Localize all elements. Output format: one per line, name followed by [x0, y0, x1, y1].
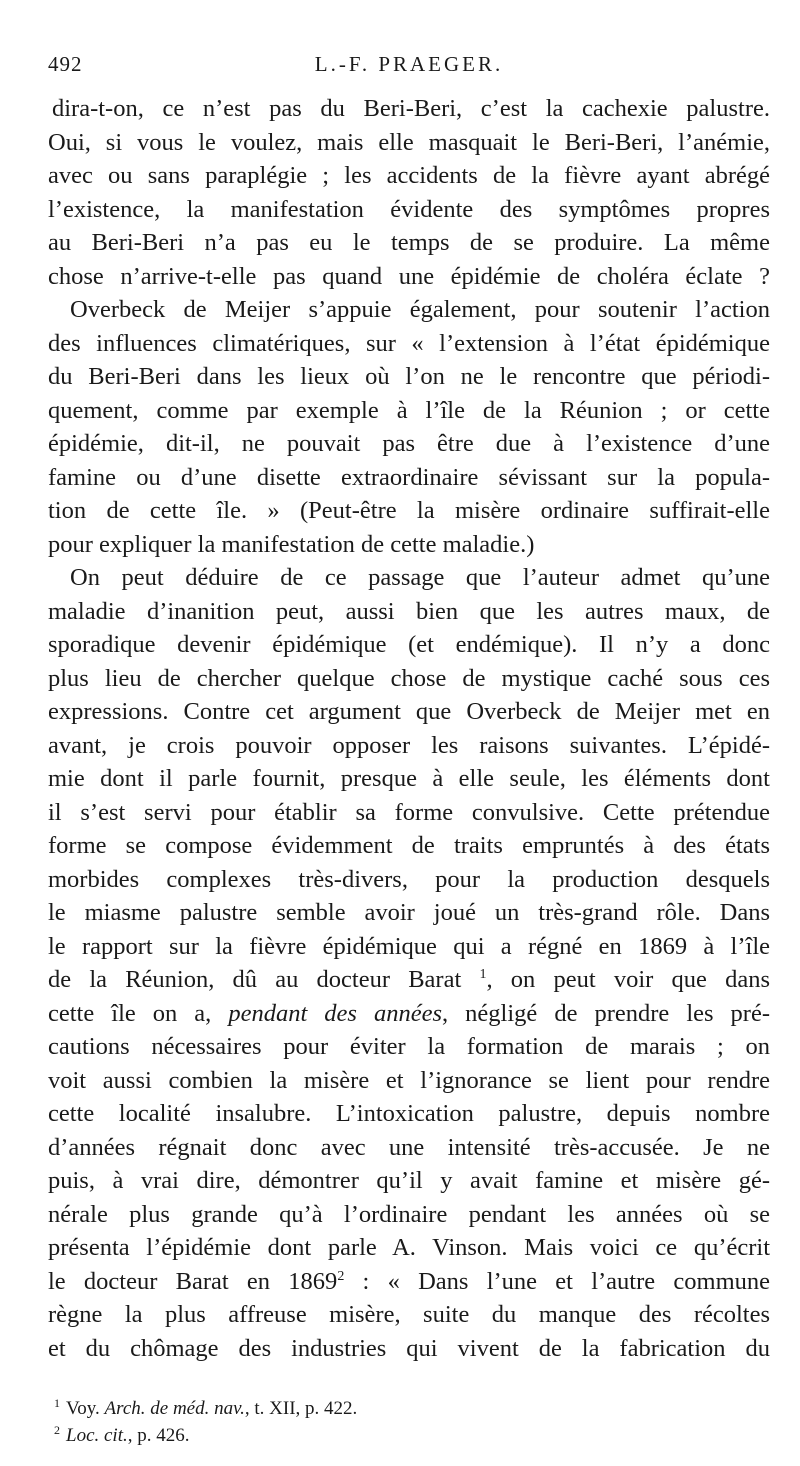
- italic-phrase: pendant des années: [228, 999, 443, 1027]
- text-line: [48, 963, 770, 997]
- text-line: expressions. Contre cet argument que Overbeck de Meijer met en: [48, 698, 770, 725]
- footnote-italic: Arch. de méd. nav.: [104, 1398, 245, 1419]
- text-line: d’années régnait donc avec une intensité très-accusée. Je ne: [48, 1133, 770, 1161]
- text-segment: de la Réunion, dû au docteur Barat: [48, 966, 480, 993]
- text-line: épidémie, dit-il, ne pouvait pas être due à l’existence d’une: [48, 430, 770, 457]
- text-line: le rapport sur la fièvre épidémique qui a régné en 1869 à l’île: [48, 932, 770, 960]
- footnote-mark: 2: [54, 1422, 60, 1437]
- text-line: Overbeck de Meijer s’appuie également, pour soutenir l’action: [70, 296, 770, 323]
- footnote-mark: 1: [54, 1395, 60, 1410]
- footnote-text: , p. 426.: [127, 1425, 190, 1446]
- text-line: plus lieu de chercher quelque chose de mystique caché sous ces: [48, 664, 770, 692]
- footnote-text: , t. XII, p. 422.: [244, 1398, 358, 1419]
- text-segment: , on peut voir que dans: [486, 966, 770, 993]
- page-number: 492: [48, 52, 83, 76]
- text-line: chose n’arrive-t-elle pas quand une épidémie de choléra éclate ?: [48, 262, 770, 290]
- text-line: [48, 997, 770, 1031]
- text-line: l’existence, la manifestation évidente des symptômes propres: [48, 195, 770, 223]
- text-segment: le docteur Barat en 1869: [48, 1267, 338, 1295]
- text-segment: : « Dans l’une et l’autre commune: [344, 1267, 770, 1295]
- footnote: [54, 1395, 770, 1422]
- footnote: [54, 1422, 770, 1449]
- text-line: règne la plus affreuse misère, suite du manque des récoltes: [48, 1301, 770, 1328]
- text-line: avant, je crois pouvoir opposer les raisons suivantes. L’épidé-: [48, 731, 770, 759]
- text-segment: , négligé de prendre les pré-: [442, 999, 771, 1027]
- text-line: des influences climatériques, sur « l’extension à l’état épidémique: [48, 329, 770, 357]
- footnote-text: Voy.: [66, 1398, 105, 1419]
- footnote-ref: 2: [337, 1268, 345, 1284]
- text-line: sporadique devenir épidémique (et endémique). Il n’y a donc: [48, 631, 770, 658]
- footnotes: [48, 1395, 770, 1449]
- text-line: au Beri-Beri n’a pas eu le temps de se produire. La même: [48, 229, 770, 256]
- text-line: nérale plus grande qu’à l’ordinaire pendant les années où se: [48, 1200, 770, 1228]
- book-page: [48, 52, 770, 1449]
- text-line: cautions nécessaires pour éviter la formation de marais ; on: [48, 1033, 770, 1060]
- text-line: pour expliquer la manifestation de cette maladie.): [48, 530, 535, 558]
- text-line: dira-t-on, ce n’est pas du Beri-Beri, c’est la cachexie palustre.: [52, 95, 770, 122]
- footnote-ref: 1: [479, 966, 487, 982]
- text-line: quement, comme par exemple à l’île de la Réunion ; or cette: [48, 396, 770, 424]
- text-segment: cette île on a,: [48, 999, 229, 1027]
- text-line: famine ou d’une disette extraordinaire sévissant sur la popula-: [48, 463, 770, 491]
- text-line: du Beri-Beri dans les lieux où l’on ne le rencontre que périodi-: [48, 363, 770, 390]
- text-line: forme se compose évidemment de traits empruntés à des états: [48, 832, 770, 859]
- text-line: puis, à vrai dire, démontrer qu’il y avait famine et misère gé-: [48, 1167, 770, 1194]
- text-line: morbides complexes très-divers, pour la production desquels: [48, 865, 770, 893]
- text-line: mie dont il parle fournit, presque à elle seule, les éléments dont: [48, 765, 770, 792]
- text-line: voit aussi combien la misère et l’ignorance se lient pour rendre: [48, 1066, 770, 1094]
- text-line: il s’est servi pour établir sa forme convulsive. Cette prétendue: [48, 798, 770, 826]
- running-head: [48, 52, 770, 84]
- text-line: maladie d’inanition peut, aussi bien que les autres maux, de: [48, 597, 770, 625]
- running-title: L.-F. PRAEGER.: [314, 52, 504, 76]
- text-line: et du chômage des industries qui vivent de la fabrication du: [48, 1334, 770, 1362]
- text-line: On peut déduire de ce passage que l’auteur admet qu’une: [70, 564, 770, 591]
- body-text: [48, 92, 770, 1365]
- text-line: le miasme palustre semble avoir joué un très-grand rôle. Dans: [48, 899, 770, 926]
- text-line: avec ou sans paraplégie ; les accidents de la fièvre ayant abrégé: [48, 162, 770, 189]
- text-line: cette localité insalubre. L’intoxication palustre, depuis nombre: [48, 1100, 770, 1127]
- text-line: Oui, si vous le voulez, mais elle masquait le Beri-Beri, l’anémie,: [48, 128, 770, 156]
- text-line: tion de cette île. » (Peut-être la misère ordinaire suffirait-elle: [48, 497, 770, 524]
- text-line: présenta l’épidémie dont parle A. Vinson. Mais voici ce qu’écrit: [48, 1234, 770, 1261]
- text-line: [48, 1265, 770, 1299]
- footnote-italic: Loc. cit.: [66, 1425, 128, 1446]
